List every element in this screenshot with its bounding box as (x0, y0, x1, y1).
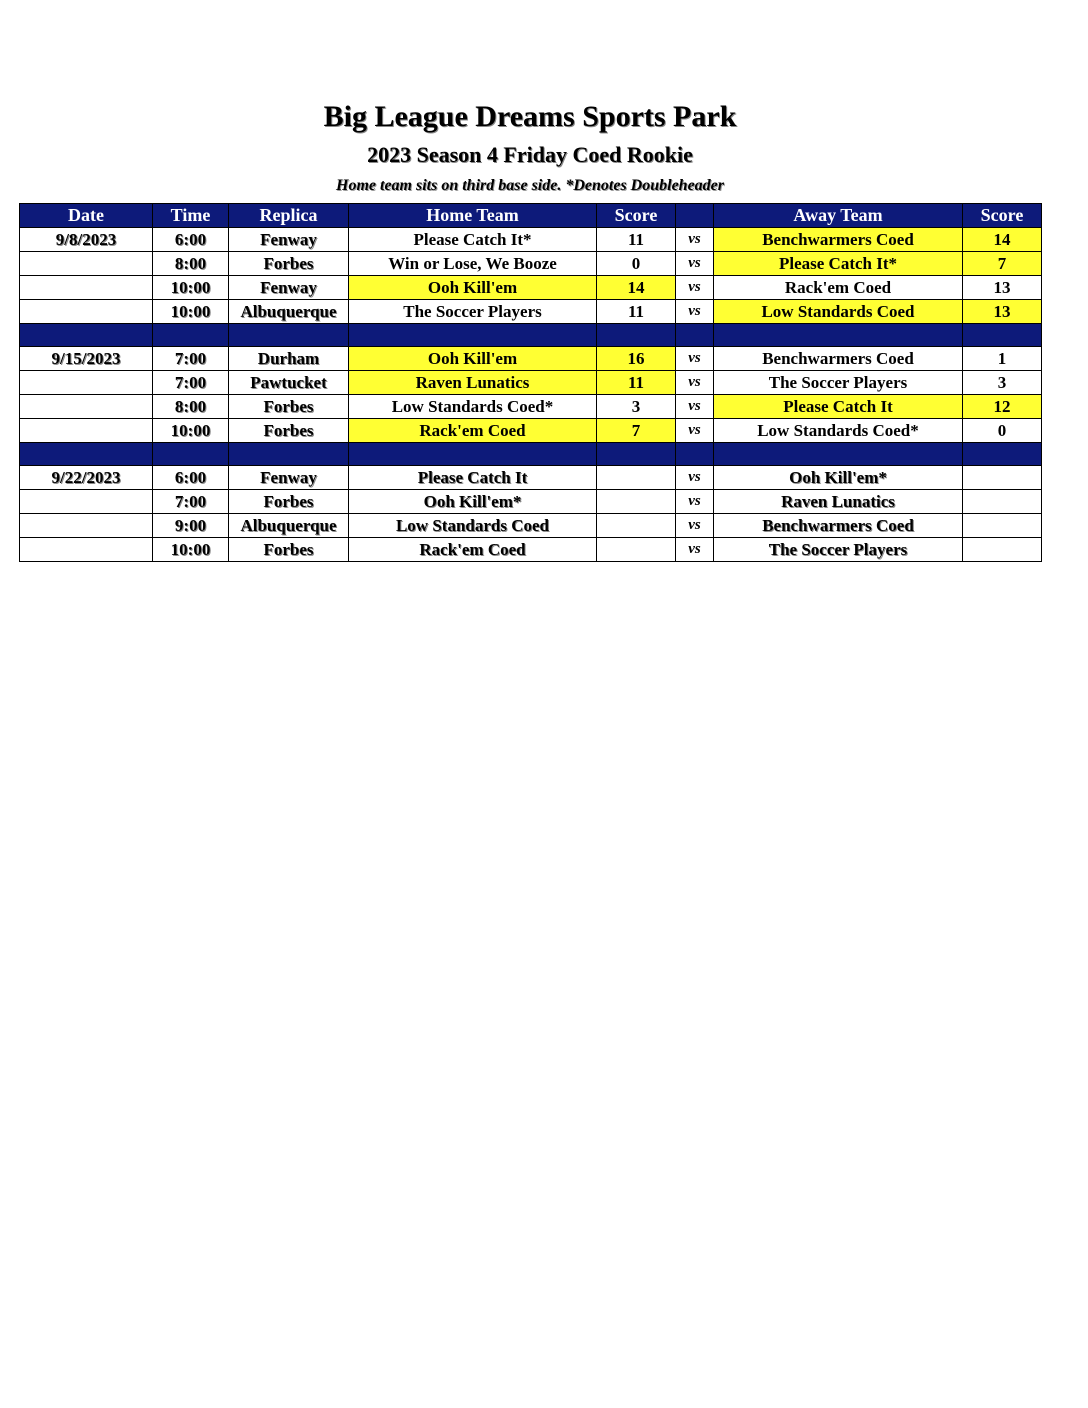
schedule-body (20, 228, 1042, 562)
col-time: Time (153, 204, 229, 228)
away-team-cell: Low Standards Coed (714, 300, 963, 324)
separator-cell (963, 324, 1042, 347)
vs-cell: vs (676, 419, 714, 443)
home-score-cell: 11 (597, 371, 676, 395)
game-row (20, 252, 1042, 276)
vs-cell: vs (676, 490, 714, 514)
away-score-cell: 1 (963, 347, 1042, 371)
game-row (20, 347, 1042, 371)
separator-cell (20, 324, 153, 347)
vs-cell: vs (676, 371, 714, 395)
page-subtitle: 2023 Season 4 Friday Coed Rookie (367, 142, 693, 167)
home-team-cell: Please Catch It* (349, 228, 597, 252)
away-team-cell: Please Catch It* (714, 252, 963, 276)
replica-cell: Forbes (229, 490, 349, 514)
time-cell: 8:00 (153, 252, 229, 276)
col-home-score: Score (597, 204, 676, 228)
home-score-cell: 11 (597, 300, 676, 324)
separator-cell (153, 443, 229, 466)
home-team-cell: Rack'em Coed (349, 419, 597, 443)
time-cell: 6:00 (153, 228, 229, 252)
home-team-cell: Low Standards Coed (349, 514, 597, 538)
away-score-cell (963, 514, 1042, 538)
replica-cell: Fenway (229, 466, 349, 490)
replica-cell: Albuquerque (229, 514, 349, 538)
vs-cell: vs (676, 538, 714, 562)
away-score-cell: 13 (963, 276, 1042, 300)
separator-cell (349, 324, 597, 347)
separator-cell (597, 443, 676, 466)
home-team-cell: The Soccer Players (349, 300, 597, 324)
home-score-cell (597, 514, 676, 538)
away-team-cell: The Soccer Players (714, 371, 963, 395)
away-score-cell (963, 466, 1042, 490)
date-cell (20, 300, 153, 324)
week-separator (20, 443, 1042, 466)
page-title: Big League Dreams Sports Park (323, 100, 737, 133)
replica-cell: Forbes (229, 395, 349, 419)
away-score-cell: 0 (963, 419, 1042, 443)
week-separator (20, 324, 1042, 347)
home-score-cell (597, 538, 676, 562)
time-cell: 9:00 (153, 514, 229, 538)
col-home-team: Home Team (349, 204, 597, 228)
away-team-cell: Rack'em Coed (714, 276, 963, 300)
separator-cell (153, 324, 229, 347)
date-cell (20, 252, 153, 276)
separator-cell (20, 443, 153, 466)
vs-cell: vs (676, 228, 714, 252)
game-row (20, 538, 1042, 562)
game-row (20, 466, 1042, 490)
date-cell: 9/22/2023 (20, 466, 153, 490)
time-cell: 7:00 (153, 371, 229, 395)
away-score-cell: 12 (963, 395, 1042, 419)
away-score-cell: 7 (963, 252, 1042, 276)
col-away-score: Score (963, 204, 1042, 228)
home-score-cell (597, 490, 676, 514)
game-row (20, 490, 1042, 514)
home-score-cell: 7 (597, 419, 676, 443)
away-team-cell: The Soccer Players (714, 538, 963, 562)
game-row (20, 276, 1042, 300)
time-cell: 6:00 (153, 466, 229, 490)
time-cell: 7:00 (153, 347, 229, 371)
time-cell: 10:00 (153, 276, 229, 300)
vs-cell: vs (676, 300, 714, 324)
away-score-cell (963, 538, 1042, 562)
away-team-cell: Low Standards Coed* (714, 419, 963, 443)
date-cell (20, 395, 153, 419)
home-score-cell: 11 (597, 228, 676, 252)
schedule-note: Home team sits on third base side. *Denotes Doubleheader (336, 177, 724, 194)
time-cell: 7:00 (153, 490, 229, 514)
date-cell (20, 371, 153, 395)
separator-cell (229, 324, 349, 347)
home-team-cell: Low Standards Coed* (349, 395, 597, 419)
separator-cell (714, 324, 963, 347)
vs-cell: vs (676, 252, 714, 276)
date-cell: 9/8/2023 (20, 228, 153, 252)
game-row (20, 395, 1042, 419)
date-cell (20, 538, 153, 562)
replica-cell: Forbes (229, 419, 349, 443)
col-vs (676, 204, 714, 228)
replica-cell: Fenway (229, 228, 349, 252)
vs-cell: vs (676, 347, 714, 371)
home-team-cell: Ooh Kill'em (349, 276, 597, 300)
home-score-cell (597, 466, 676, 490)
date-cell (20, 276, 153, 300)
separator-cell (349, 443, 597, 466)
separator-cell (676, 443, 714, 466)
replica-cell: Albuquerque (229, 300, 349, 324)
separator-cell (229, 443, 349, 466)
time-cell: 10:00 (153, 300, 229, 324)
vs-cell: vs (676, 514, 714, 538)
header-row (20, 204, 1042, 228)
away-team-cell: Please Catch It (714, 395, 963, 419)
date-cell: 9/15/2023 (20, 347, 153, 371)
time-cell: 10:00 (153, 538, 229, 562)
game-row (20, 228, 1042, 252)
away-team-cell: Ooh Kill'em* (714, 466, 963, 490)
date-cell (20, 419, 153, 443)
home-team-cell: Ooh Kill'em (349, 347, 597, 371)
home-team-cell: Rack'em Coed (349, 538, 597, 562)
schedule-table (19, 203, 1042, 562)
game-row (20, 419, 1042, 443)
away-team-cell: Benchwarmers Coed (714, 514, 963, 538)
game-row (20, 514, 1042, 538)
home-score-cell: 3 (597, 395, 676, 419)
separator-cell (963, 443, 1042, 466)
separator-cell (714, 443, 963, 466)
home-score-cell: 14 (597, 276, 676, 300)
col-away-team: Away Team (714, 204, 963, 228)
game-row (20, 371, 1042, 395)
vs-cell: vs (676, 466, 714, 490)
home-score-cell: 16 (597, 347, 676, 371)
col-replica: Replica (229, 204, 349, 228)
replica-cell: Forbes (229, 538, 349, 562)
separator-cell (676, 324, 714, 347)
away-team-cell: Benchwarmers Coed (714, 347, 963, 371)
away-score-cell: 3 (963, 371, 1042, 395)
home-team-cell: Raven Lunatics (349, 371, 597, 395)
date-cell (20, 490, 153, 514)
separator-cell (597, 324, 676, 347)
away-team-cell: Benchwarmers Coed (714, 228, 963, 252)
home-score-cell: 0 (597, 252, 676, 276)
replica-cell: Pawtucket (229, 371, 349, 395)
game-row (20, 300, 1042, 324)
away-score-cell (963, 490, 1042, 514)
replica-cell: Forbes (229, 252, 349, 276)
home-team-cell: Win or Lose, We Booze (349, 252, 597, 276)
date-cell (20, 514, 153, 538)
away-score-cell: 14 (963, 228, 1042, 252)
away-team-cell: Raven Lunatics (714, 490, 963, 514)
vs-cell: vs (676, 276, 714, 300)
home-team-cell: Ooh Kill'em* (349, 490, 597, 514)
time-cell: 8:00 (153, 395, 229, 419)
replica-cell: Fenway (229, 276, 349, 300)
time-cell: 10:00 (153, 419, 229, 443)
home-team-cell: Please Catch It (349, 466, 597, 490)
vs-cell: vs (676, 395, 714, 419)
replica-cell: Durham (229, 347, 349, 371)
col-date: Date (20, 204, 153, 228)
away-score-cell: 13 (963, 300, 1042, 324)
